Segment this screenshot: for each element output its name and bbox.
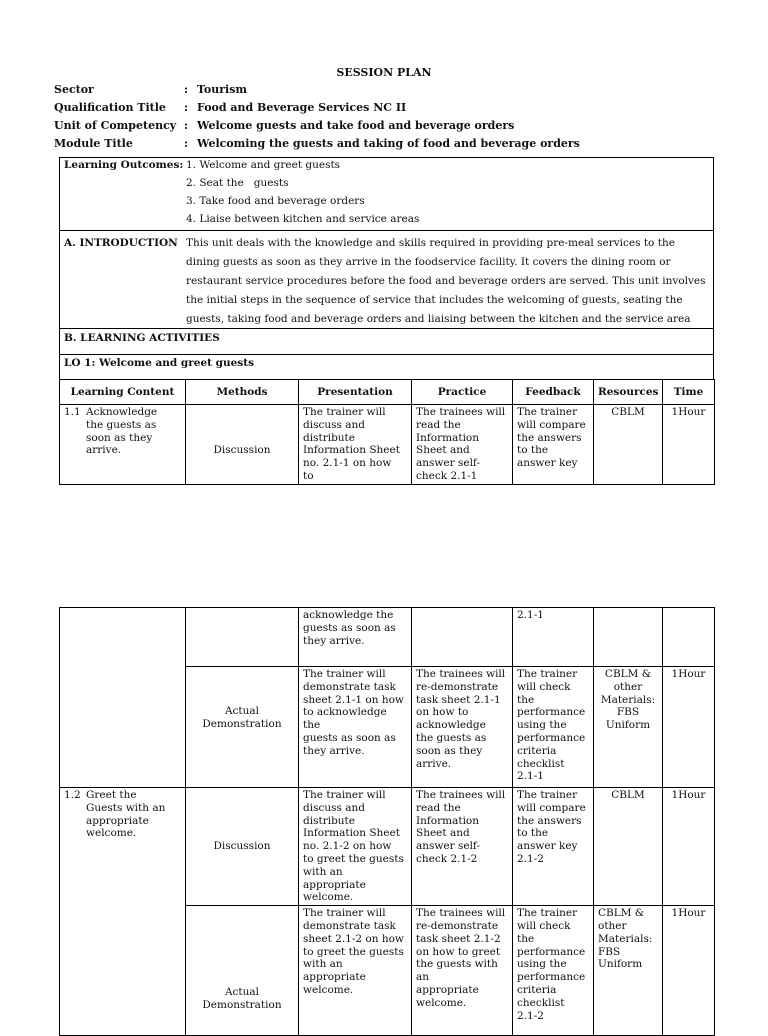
text-line: on how to greet bbox=[416, 945, 501, 958]
text-line: distribute bbox=[303, 431, 355, 444]
header-colon: : bbox=[184, 101, 189, 114]
text-line: welcome. bbox=[303, 983, 354, 996]
text-line: performance bbox=[517, 945, 586, 958]
text-line: will check bbox=[517, 919, 571, 932]
text-line: discuss and bbox=[303, 418, 365, 431]
text-line: Uniform bbox=[605, 719, 651, 732]
text-line: Materials: bbox=[598, 932, 653, 945]
resources-cell bbox=[594, 667, 663, 788]
text-line: criteria bbox=[517, 744, 557, 757]
text-line: Demonstration bbox=[202, 717, 282, 730]
learning-content-cell bbox=[60, 405, 186, 485]
content-number: 1.1 bbox=[64, 406, 81, 418]
text-line: The trainer bbox=[517, 907, 578, 920]
activities-table-continued bbox=[59, 607, 715, 1036]
text-line: the bbox=[517, 693, 535, 706]
learning-outcome-item: 2. Seat the guests bbox=[186, 177, 289, 189]
text-line: answer key bbox=[517, 457, 578, 470]
text-line: demonstrate task bbox=[303, 680, 396, 693]
text-line: checklist bbox=[517, 757, 565, 770]
text-line: the answers bbox=[517, 814, 582, 827]
header-value: Welcome guests and take food and beverage orders bbox=[197, 119, 515, 132]
text-line: the guests as bbox=[416, 731, 487, 744]
text-line: sheet 2.1-1 on how bbox=[303, 693, 404, 706]
content-line: Greet the bbox=[86, 789, 137, 801]
method-cell: Discussion bbox=[186, 788, 299, 906]
text-line: re-demonstrate bbox=[416, 680, 499, 693]
text-line: 2.1-2 bbox=[517, 1009, 544, 1022]
text-line: will compare bbox=[517, 801, 586, 814]
column-header: Methods bbox=[186, 380, 299, 405]
text-line: demonstrate task bbox=[303, 919, 396, 932]
text-line: they arrive. bbox=[303, 634, 365, 647]
resources-cell bbox=[594, 608, 663, 667]
table-row bbox=[60, 405, 715, 485]
text-line: arrive. bbox=[416, 757, 452, 770]
text-line: The trainees will bbox=[416, 406, 506, 418]
text-line: discuss and bbox=[303, 801, 365, 814]
text-line: The trainer will bbox=[303, 668, 386, 680]
presentation-cell bbox=[299, 405, 412, 485]
introduction-line: restaurant service procedures before the food and beverage orders are served. This unit involves bbox=[186, 275, 706, 287]
text-line: Information Sheet bbox=[303, 827, 400, 840]
text-line: distribute bbox=[303, 814, 355, 827]
feedback-cell bbox=[513, 788, 594, 906]
content-line: Guests with an bbox=[86, 801, 166, 814]
introduction-line: guests, taking food and beverage orders and liaising between the kitchen and the service area bbox=[186, 313, 691, 325]
text-line: answer self- bbox=[416, 840, 480, 853]
learning-content-cell bbox=[60, 788, 186, 1036]
practice-cell bbox=[412, 405, 513, 485]
text-line: checklist bbox=[517, 996, 565, 1009]
text-line: welcome. bbox=[416, 996, 467, 1009]
introduction-box bbox=[59, 231, 714, 329]
text-line: other bbox=[613, 680, 643, 693]
header-label: Qualification Title bbox=[54, 101, 166, 114]
introduction-line: the initial steps in the sequence of service that includes the welcoming of guests, seating the bbox=[186, 294, 683, 306]
lo-label: LO 1: Welcome and greet guests bbox=[64, 357, 254, 369]
text-line: using the bbox=[517, 719, 567, 732]
text-line: CBLM & bbox=[598, 907, 645, 920]
text-line: on how to bbox=[416, 706, 469, 719]
header-colon: : bbox=[184, 119, 189, 132]
text-line: no. 2.1-1 on how bbox=[303, 457, 392, 470]
text-line: Sheet and bbox=[416, 827, 470, 840]
time-cell: 1Hour bbox=[663, 906, 715, 1036]
content-line: welcome. bbox=[86, 827, 137, 840]
text-line: Materials: bbox=[600, 693, 656, 706]
text-line: to the bbox=[517, 827, 549, 840]
text-line: will check bbox=[517, 680, 571, 693]
learning-content-cell bbox=[60, 608, 186, 788]
text-line: Information bbox=[416, 431, 480, 444]
introduction-line: This unit deals with the knowledge and skills required in providing pre-meal services to the bbox=[186, 237, 675, 249]
content-line: soon as they bbox=[86, 431, 153, 444]
learning-activities-label: B. LEARNING ACTIVITIES bbox=[64, 332, 220, 344]
text-line: The trainer will bbox=[303, 907, 386, 920]
presentation-cell bbox=[299, 608, 412, 667]
learning-activities-row bbox=[59, 328, 714, 355]
text-line: Information bbox=[416, 814, 480, 827]
text-line: The trainer bbox=[517, 789, 578, 801]
text-line: FBS bbox=[616, 706, 640, 719]
learning-outcome-item: 3. Take food and beverage orders bbox=[186, 195, 365, 207]
text-line: performance bbox=[517, 706, 586, 719]
text-line: appropriate bbox=[416, 983, 479, 996]
column-header: Presentation bbox=[299, 380, 412, 405]
text-line: The trainer bbox=[517, 406, 578, 418]
content-line: the guests as bbox=[86, 418, 157, 431]
text-line: Sheet and bbox=[416, 444, 470, 457]
text-line: guests as soon as bbox=[303, 621, 396, 634]
page-title: SESSION PLAN bbox=[336, 66, 432, 79]
method-cell: Discussion bbox=[186, 405, 299, 485]
content-line: appropriate bbox=[86, 814, 149, 827]
text-line: task sheet 2.1-1 bbox=[416, 693, 501, 706]
text-line: the guests with bbox=[416, 958, 498, 971]
column-header: Feedback bbox=[513, 380, 594, 405]
content-line: Acknowledge bbox=[86, 406, 158, 418]
text-line: The trainees will bbox=[416, 789, 506, 801]
text-line: The trainer will bbox=[303, 789, 386, 801]
resources-cell: CBLM bbox=[594, 788, 663, 906]
text-line: CBLM & bbox=[604, 668, 652, 680]
text-line: no. 2.1-2 on how bbox=[303, 840, 392, 853]
text-line: performance bbox=[517, 971, 586, 984]
text-line: answer self- bbox=[416, 457, 480, 470]
time-cell bbox=[663, 608, 715, 667]
content-number: 1.2 bbox=[64, 789, 81, 801]
column-header: Learning Content bbox=[60, 380, 186, 405]
method-cell bbox=[186, 608, 299, 667]
header-value: Welcoming the guests and taking of food and beverage orders bbox=[197, 137, 580, 150]
text-line: FBS bbox=[598, 945, 621, 958]
text-line: the answers bbox=[517, 431, 582, 444]
text-line: other bbox=[598, 919, 627, 932]
activities-table bbox=[59, 379, 715, 485]
text-line: guests as soon as bbox=[303, 731, 396, 744]
learning-outcomes-label: Learning Outcomes: bbox=[64, 159, 184, 171]
learning-outcomes-box bbox=[59, 157, 714, 231]
feedback-cell bbox=[513, 405, 594, 485]
text-line: welcome. bbox=[303, 891, 354, 904]
column-header: Time bbox=[663, 380, 715, 405]
text-line: 2.1-2 bbox=[517, 852, 544, 865]
header-value: Tourism bbox=[197, 83, 248, 96]
learning-outcome-item: 1. Welcome and greet guests bbox=[186, 159, 341, 171]
text-line: The trainer will bbox=[303, 406, 386, 418]
text-line: an bbox=[416, 971, 430, 984]
text-line: Actual bbox=[224, 705, 260, 717]
text-line: to greet the guests bbox=[303, 852, 404, 865]
presentation-cell bbox=[299, 667, 412, 788]
practice-cell bbox=[412, 906, 513, 1036]
method-cell bbox=[186, 667, 299, 788]
time-cell: 1Hour bbox=[663, 405, 715, 485]
text-line: check 2.1-2 bbox=[416, 852, 478, 865]
text-line: Actual bbox=[224, 986, 260, 999]
text-line: to greet the guests bbox=[303, 945, 404, 958]
text-line: to bbox=[303, 469, 314, 482]
header-label: Module Title bbox=[54, 137, 133, 150]
text-line: check 2.1-1 bbox=[416, 469, 478, 482]
column-header: Resources bbox=[594, 380, 663, 405]
text-line: performance bbox=[517, 731, 586, 744]
text-line: The trainer bbox=[517, 668, 578, 680]
learning-outcome-item: 4. Liaise between kitchen and service areas bbox=[186, 213, 420, 225]
text-line: appropriate bbox=[303, 878, 366, 891]
text-line: The trainees will bbox=[416, 907, 506, 920]
time-cell: 1Hour bbox=[663, 788, 715, 906]
introduction-line: dining guests as soon as they arrive in the foodservice facility. It covers the dining room or bbox=[186, 256, 671, 268]
column-header: Practice bbox=[412, 380, 513, 405]
practice-cell bbox=[412, 667, 513, 788]
text-line: they arrive. bbox=[303, 744, 365, 757]
text-line: with an bbox=[303, 958, 343, 971]
text-line: Demonstration bbox=[202, 998, 282, 1011]
resources-cell bbox=[594, 906, 663, 1036]
text-line: using the bbox=[517, 958, 567, 971]
text-line: soon as they bbox=[416, 744, 483, 757]
table-row bbox=[60, 608, 715, 667]
text-line: read the bbox=[416, 801, 461, 814]
text-line: sheet 2.1-2 on how bbox=[303, 932, 404, 945]
text-line: task sheet 2.1-2 bbox=[416, 932, 501, 945]
content-line: arrive. bbox=[86, 444, 122, 457]
resources-cell: CBLM bbox=[594, 405, 663, 485]
text-line: the bbox=[517, 932, 535, 945]
header-value: Food and Beverage Services NC II bbox=[197, 101, 407, 114]
table-header-row bbox=[60, 380, 715, 405]
text-line: will compare bbox=[517, 418, 586, 431]
time-cell: 1Hour bbox=[663, 667, 715, 788]
text-line: The trainees will bbox=[416, 668, 506, 680]
text-line: read the bbox=[416, 418, 461, 431]
text-line: re-demonstrate bbox=[416, 919, 499, 932]
practice-cell bbox=[412, 788, 513, 906]
text-line: acknowledge the bbox=[303, 609, 394, 621]
presentation-cell bbox=[299, 788, 412, 906]
header-label: Unit of Competency bbox=[54, 119, 177, 132]
feedback-cell: 2.1-1 bbox=[513, 608, 594, 667]
lo-row bbox=[59, 354, 714, 380]
text-line: acknowledge bbox=[416, 719, 486, 732]
header-label: Sector bbox=[54, 83, 94, 96]
feedback-cell bbox=[513, 667, 594, 788]
text-line: to the bbox=[517, 444, 549, 457]
text-line: appropriate bbox=[303, 971, 366, 984]
text-line: to acknowledge the bbox=[303, 706, 387, 732]
feedback-cell bbox=[513, 906, 594, 1036]
text-line: Uniform bbox=[598, 958, 643, 971]
header-colon: : bbox=[184, 137, 189, 150]
practice-cell bbox=[412, 608, 513, 667]
table-row bbox=[60, 788, 715, 906]
text-line: with an bbox=[303, 865, 343, 878]
header-colon: : bbox=[184, 83, 189, 96]
text-line: 2.1-1 bbox=[517, 770, 544, 783]
introduction-label: A. INTRODUCTION bbox=[64, 237, 178, 249]
presentation-cell bbox=[299, 906, 412, 1036]
method-cell bbox=[186, 906, 299, 1036]
text-line: criteria bbox=[517, 983, 557, 996]
text-line: Information Sheet bbox=[303, 444, 400, 457]
text-line: answer key bbox=[517, 840, 578, 853]
